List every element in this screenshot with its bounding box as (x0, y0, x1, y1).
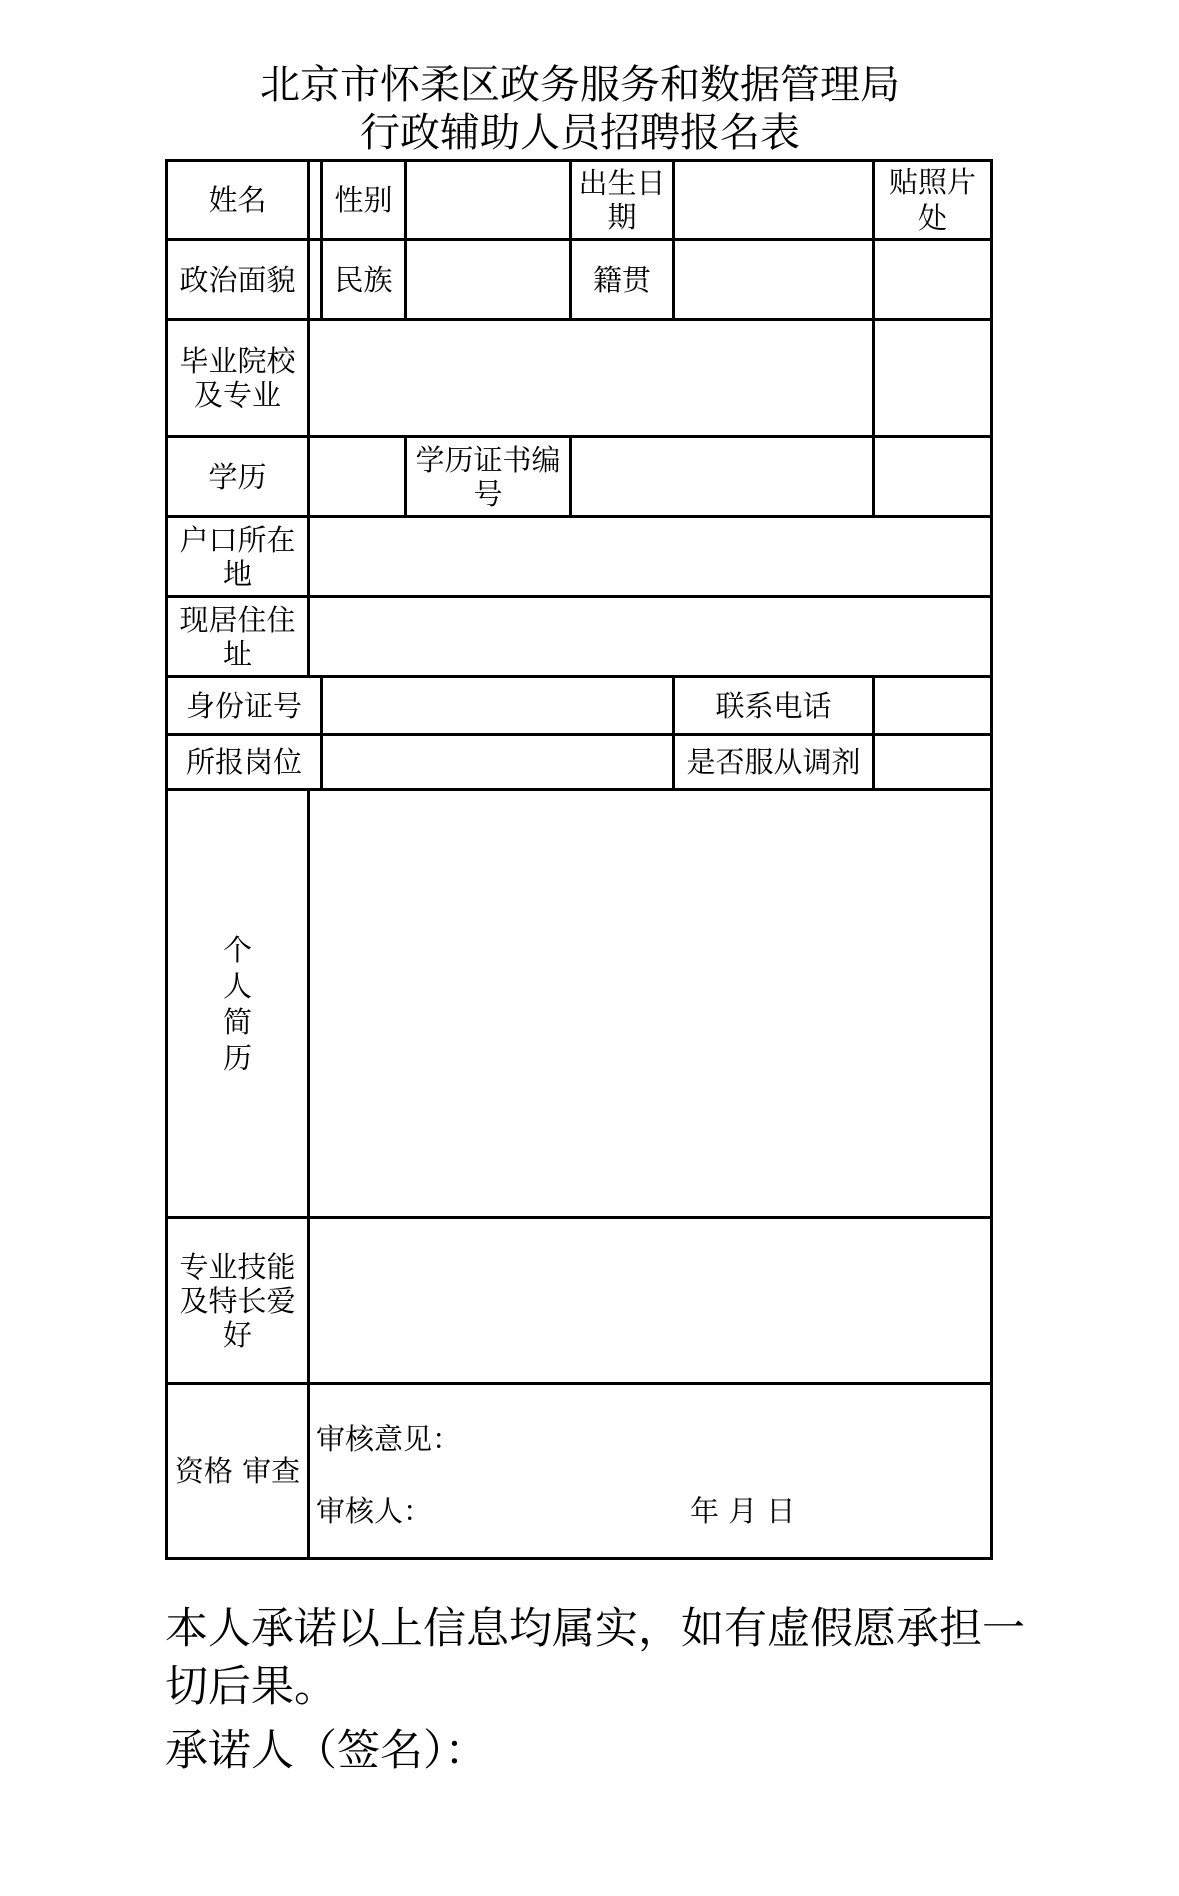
gender-label: 性别 (322, 161, 406, 240)
photo-area-cell[interactable] (874, 240, 992, 320)
review-date-label: 年 月 日 (690, 1494, 796, 1528)
phone-value-cell[interactable] (874, 677, 992, 735)
hukou-label: 户口所在地 (167, 517, 309, 597)
pledge-signature-label: 承诺人（签名）： (165, 1726, 488, 1776)
birth-date-value-cell[interactable] (674, 161, 874, 240)
current-address-label: 现居住住址 (167, 597, 309, 677)
political-status-label: 政治面貌 (167, 240, 309, 320)
skills-label: 专业技能及特长爱好 (167, 1218, 309, 1384)
native-place-value-cell[interactable] (674, 240, 874, 320)
pledge-text-line2: 切后果。 (165, 1662, 337, 1712)
certificate-number-label: 学历证书编号 (406, 437, 571, 517)
gender-value-cell[interactable] (406, 161, 571, 240)
political-status-value-cell[interactable] (309, 240, 322, 320)
name-value-cell[interactable] (309, 161, 322, 240)
pledge-text-line1: 本人承诺以上信息均属实，如有虚假愿承担一 (165, 1604, 1025, 1654)
review-opinion-label: 审核意见： (316, 1422, 462, 1456)
school-major-label: 毕业院校及专业 (167, 320, 309, 437)
registration-form-table (165, 159, 993, 1560)
ethnicity-value-cell[interactable] (406, 240, 571, 320)
form-title-line2: 行政辅助人员招聘报名表 (360, 110, 800, 156)
ethnicity-label: 民族 (322, 240, 406, 320)
current-address-value-cell[interactable] (309, 597, 992, 677)
birth-date-label: 出生日期 (571, 161, 674, 240)
education-value-cell[interactable] (309, 437, 406, 517)
resume-label-cell (167, 790, 309, 1218)
native-place-label: 籍贯 (571, 240, 674, 320)
applied-position-value-cell[interactable] (322, 735, 674, 790)
applied-position-label: 所报岗位 (167, 735, 322, 790)
name-label: 姓名 (167, 161, 309, 240)
id-number-value-cell[interactable] (322, 677, 674, 735)
education-label: 学历 (167, 437, 309, 517)
photo-area-cell-2[interactable] (874, 320, 992, 437)
resume-value-cell[interactable] (309, 790, 992, 1218)
hukou-value-cell[interactable] (309, 517, 992, 597)
accept-adjustment-value-cell[interactable] (874, 735, 992, 790)
reviewer-label: 审核人： (316, 1494, 433, 1528)
id-number-label: 身份证号 (167, 677, 322, 735)
certificate-number-value-cell[interactable] (571, 437, 874, 517)
resume-label: 个人简历 (222, 932, 252, 1075)
form-title-line1: 北京市怀柔区政务服务和数据管理局 (260, 62, 900, 108)
photo-area-cell-3[interactable] (874, 437, 992, 517)
photo-label: 贴照片处 (874, 161, 992, 240)
qualification-review-label: 资格 审查 (167, 1384, 309, 1559)
skills-value-cell[interactable] (309, 1218, 992, 1384)
accept-adjustment-label: 是否服从调剂 (674, 735, 874, 790)
phone-label: 联系电话 (674, 677, 874, 735)
qualification-review-cell[interactable] (309, 1384, 992, 1559)
school-major-value-cell[interactable] (309, 320, 874, 437)
